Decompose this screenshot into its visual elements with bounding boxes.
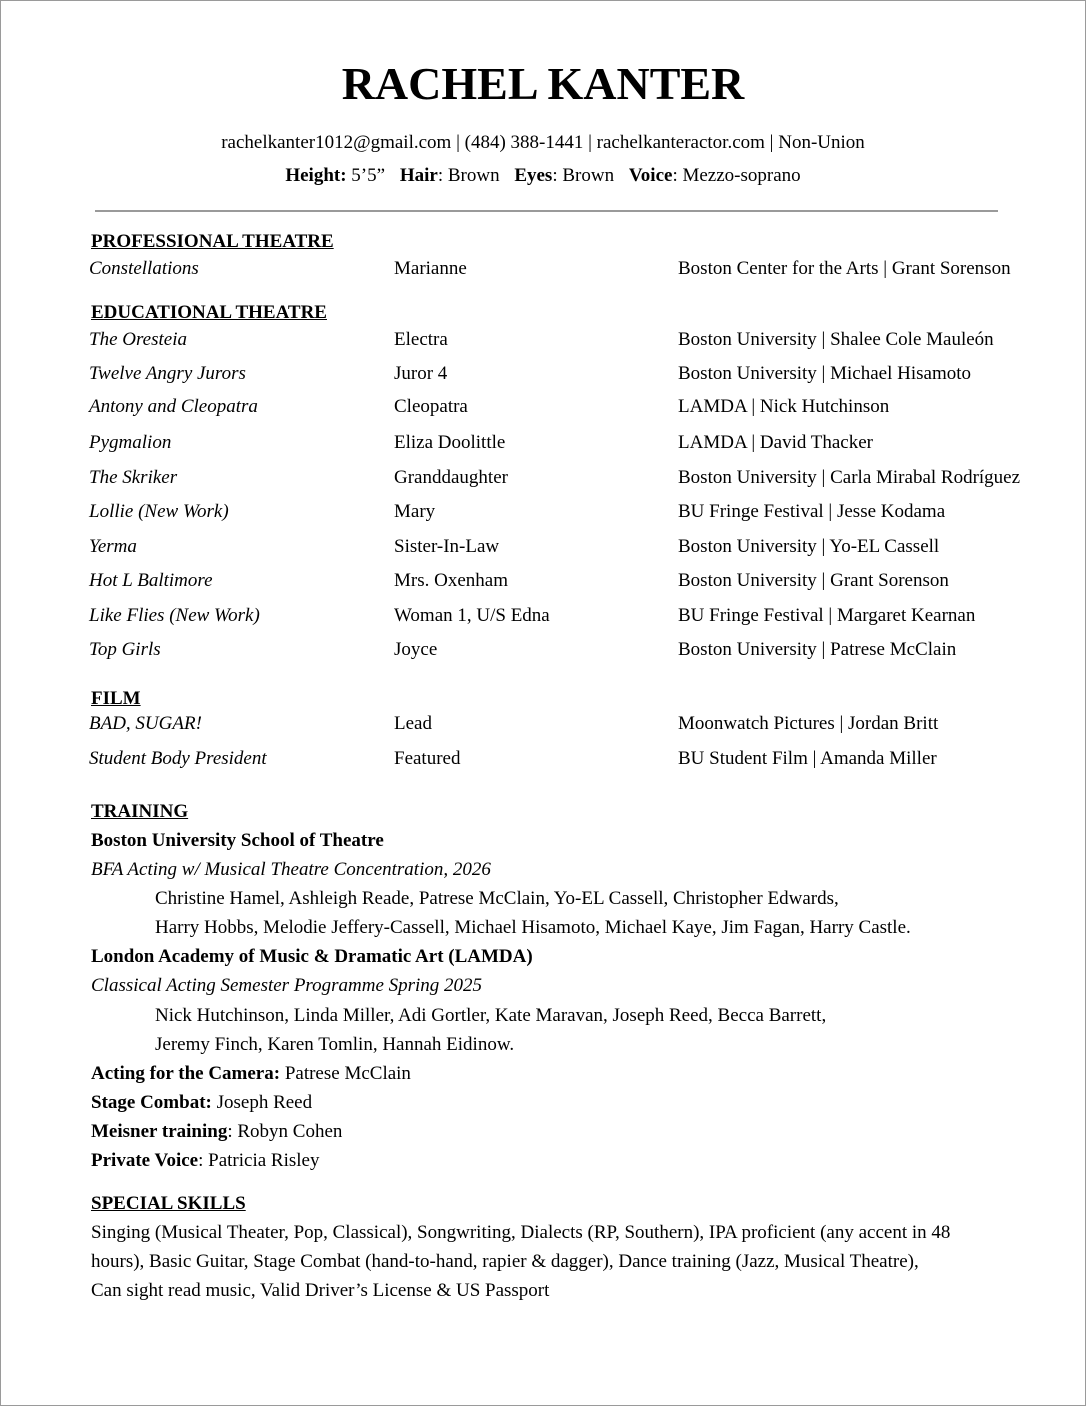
credit-role: Woman 1, U/S Edna bbox=[394, 605, 550, 626]
credit-company: Boston University | Grant Sorenson bbox=[678, 570, 949, 591]
training-extra-label: Acting for the Camera: bbox=[91, 1063, 281, 1084]
lamda-teachers-line-1: Nick Hutchinson, Linda Miller, Adi Gortler, Kate Maravan, Joseph Reed, Becca Barrett, bbox=[155, 1005, 827, 1026]
training-extra-value: : Robyn Cohen bbox=[227, 1121, 343, 1142]
credit-role: Mary bbox=[394, 501, 436, 522]
training-extra-value: : Patricia Risley bbox=[198, 1150, 320, 1171]
credit-title: Lollie (New Work) bbox=[89, 501, 229, 522]
credit-title: Yerma bbox=[89, 536, 137, 557]
height-label: Height: bbox=[285, 165, 347, 186]
credit-role: Eliza Doolittle bbox=[394, 432, 506, 453]
bu-school: Boston University School of Theatre bbox=[91, 830, 384, 851]
credit-row bbox=[1, 501, 1085, 527]
credit-row bbox=[1, 329, 1085, 355]
training-extra bbox=[91, 1121, 342, 1143]
credit-row bbox=[1, 363, 1085, 389]
credit-company: BU Student Film | Amanda Miller bbox=[678, 748, 937, 769]
lamda-teachers-line-2: Jeremy Finch, Karen Tomlin, Hannah Eidinow. bbox=[155, 1034, 515, 1055]
contact-line: rachelkanter1012@gmail.com | (484) 388-1441 | rachelkanteractor.com | Non-Union bbox=[221, 132, 865, 153]
training-extra-value: Joseph Reed bbox=[211, 1092, 313, 1113]
lamda-school: London Academy of Music & Dramatic Art (LAMDA) bbox=[91, 946, 533, 967]
credit-title: Twelve Angry Jurors bbox=[89, 363, 246, 384]
training-extra-label: Stage Combat: bbox=[91, 1092, 212, 1113]
credit-title: The Skriker bbox=[89, 467, 178, 488]
credit-row bbox=[1, 605, 1085, 631]
credit-company: Boston Center for the Arts | Grant Sorenson bbox=[678, 258, 1011, 279]
physical-stats bbox=[1, 165, 1085, 187]
credit-title: Top Girls bbox=[89, 639, 161, 660]
film-heading: FILM bbox=[91, 688, 141, 709]
credit-row bbox=[1, 639, 1085, 665]
credit-company: Boston University | Patrese McClain bbox=[678, 639, 957, 660]
special-skills-heading: SPECIAL SKILLS bbox=[91, 1193, 246, 1214]
credit-company: Boston University | Michael Hisamoto bbox=[678, 363, 971, 384]
credit-company: LAMDA | David Thacker bbox=[678, 432, 873, 453]
header-divider bbox=[95, 210, 998, 212]
training-heading: TRAINING bbox=[91, 801, 189, 822]
credit-title: BAD, SUGAR! bbox=[89, 713, 202, 734]
training-extra bbox=[91, 1063, 411, 1085]
lamda-program: Classical Acting Semester Programme Spring 2025 bbox=[91, 975, 483, 996]
credit-role: Electra bbox=[394, 329, 448, 350]
credit-company: Boston University | Yo-EL Cassell bbox=[678, 536, 940, 557]
skills-line-3: Can sight read music, Valid Driver’s License & US Passport bbox=[91, 1280, 550, 1301]
voice-value: : Mezzo-soprano bbox=[672, 165, 801, 186]
training-extra bbox=[91, 1150, 319, 1172]
credit-company: Boston University | Shalee Cole Mauleón bbox=[678, 329, 994, 350]
hair-value: : Brown bbox=[437, 165, 500, 186]
bu-program: BFA Acting w/ Musical Theatre Concentration, 2026 bbox=[91, 859, 491, 880]
credit-role: Lead bbox=[394, 713, 432, 734]
skills-line-1: Singing (Musical Theater, Pop, Classical), Songwriting, Dialects (RP, Southern), IPA proficient (any accent in 48 bbox=[91, 1222, 951, 1243]
credit-role: Featured bbox=[394, 748, 461, 769]
educational-theatre-heading: EDUCATIONAL THEATRE bbox=[91, 302, 327, 323]
credit-company: BU Fringe Festival | Jesse Kodama bbox=[678, 501, 946, 522]
credit-row bbox=[1, 748, 1085, 774]
training-extra-value: Patrese McClain bbox=[280, 1063, 411, 1084]
credit-row bbox=[1, 536, 1085, 562]
credit-role: Juror 4 bbox=[394, 363, 448, 384]
credit-company: Moonwatch Pictures | Jordan Britt bbox=[678, 713, 939, 734]
training-extra-label: Meisner training bbox=[91, 1121, 228, 1142]
credit-title: Constellations bbox=[89, 258, 199, 279]
credit-title: Student Body President bbox=[89, 748, 267, 769]
credit-role: Cleopatra bbox=[394, 396, 468, 417]
resume-name: RACHEL KANTER bbox=[341, 58, 745, 109]
credit-row bbox=[1, 258, 1085, 284]
credit-role: Marianne bbox=[394, 258, 467, 279]
credit-title: Hot L Baltimore bbox=[89, 570, 213, 591]
credit-role: Granddaughter bbox=[394, 467, 508, 488]
credit-row bbox=[1, 396, 1085, 422]
credit-company: LAMDA | Nick Hutchinson bbox=[678, 396, 890, 417]
credit-title: Pygmalion bbox=[89, 432, 172, 453]
credit-row bbox=[1, 713, 1085, 739]
bu-teachers-line-1: Christine Hamel, Ashleigh Reade, Patrese McClain, Yo-EL Cassell, Christopher Edwards, bbox=[155, 888, 839, 909]
credit-row bbox=[1, 467, 1085, 493]
voice-label: Voice bbox=[628, 165, 673, 186]
training-extra-label: Private Voice bbox=[91, 1150, 199, 1171]
training-extra bbox=[91, 1092, 312, 1114]
credit-role: Sister-In-Law bbox=[394, 536, 500, 557]
hair-label: Hair bbox=[399, 165, 438, 186]
credit-title: Like Flies (New Work) bbox=[89, 605, 260, 626]
credit-company: Boston University | Carla Mirabal Rodríguez bbox=[678, 467, 1021, 488]
eyes-value: : Brown bbox=[552, 165, 615, 186]
skills-line-2: hours), Basic Guitar, Stage Combat (hand-to-hand, rapier & dagger), Dance training (Jazz, Musical Theatre), bbox=[91, 1251, 919, 1272]
credit-company: BU Fringe Festival | Margaret Kearnan bbox=[678, 605, 976, 626]
credit-title: Antony and Cleopatra bbox=[89, 396, 258, 417]
credit-row bbox=[1, 570, 1085, 596]
bu-teachers-line-2: Harry Hobbs, Melodie Jeffery-Cassell, Michael Hisamoto, Michael Kaye, Jim Fagan, Harry Castle. bbox=[155, 917, 911, 938]
height-value: 5’5” bbox=[351, 165, 386, 186]
credit-role: Mrs. Oxenham bbox=[394, 570, 508, 591]
eyes-label: Eyes bbox=[514, 165, 553, 186]
professional-theatre-heading: PROFESSIONAL THEATRE bbox=[91, 231, 334, 252]
credit-role: Joyce bbox=[394, 639, 438, 660]
credit-title: The Oresteia bbox=[89, 329, 187, 350]
credit-row bbox=[1, 432, 1085, 458]
